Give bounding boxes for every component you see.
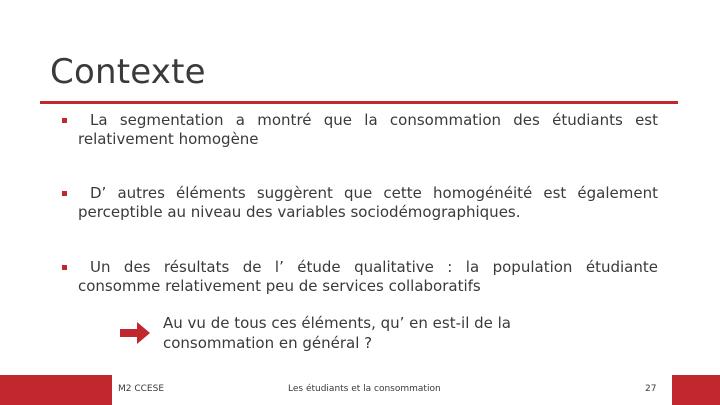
bullet-square-icon (62, 191, 67, 196)
bullet-text: D’ autres éléments suggèrent que cette homogénéité est également perceptible au niveau des variables sociodémographiques. (78, 184, 658, 221)
bullet-item (62, 258, 658, 296)
slide-title: Contexte (50, 52, 206, 92)
conclusion-text: Au vu de tous ces éléments, qu’ en est-il de la consommation en général ? (163, 314, 512, 352)
bullet-item (62, 184, 658, 222)
footer-course-label: M2 CCESE (118, 384, 165, 394)
right-arrow-icon (120, 322, 150, 344)
bullet-text: Un des résultats de l’ étude qualitative : la population étudiante consomme relativement peu de services collaboratifs (78, 258, 658, 295)
bullet-square-icon (62, 265, 67, 270)
bullet-item (62, 111, 658, 149)
footer-subject-label: Les étudiants et la consommation (288, 384, 441, 394)
page-number: 27 (645, 384, 657, 394)
bullet-square-icon (62, 118, 67, 123)
bullet-text: La segmentation a montré que la consommation des étudiants est relativement homogène (78, 111, 658, 148)
title-underline (40, 101, 678, 104)
